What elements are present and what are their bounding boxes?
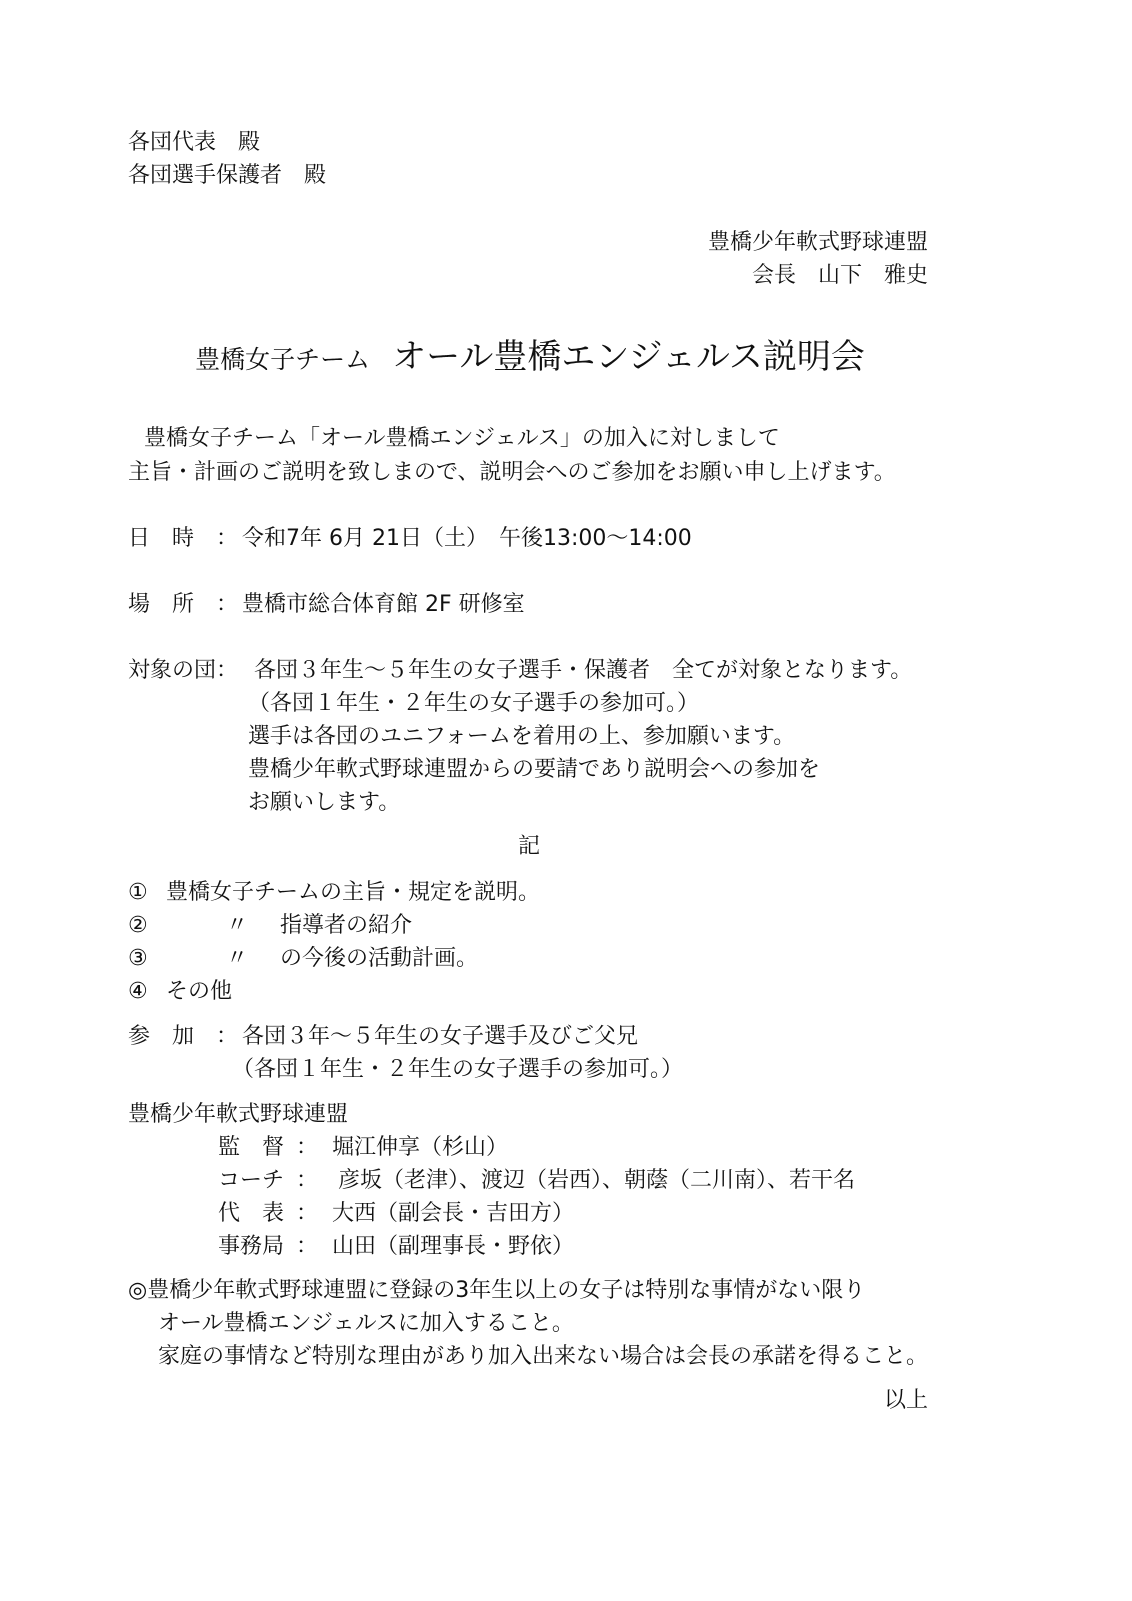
target-line-3: 選手は各団のユニフォームを着用の上、参加願います。 (248, 724, 796, 749)
staff-role-2: コーチ (218, 1168, 285, 1193)
staff-names-4: 山田（副理事長・野依） (332, 1234, 575, 1259)
item-2-text: 指導者の紹介 (280, 913, 413, 938)
staff-role-1: 監 督 (218, 1135, 285, 1160)
staff-sep-4: ： (296, 1234, 319, 1259)
notice-line-2: オール豊橋エンジェルスに加入すること。 (158, 1311, 574, 1336)
place-value: 豊橋市総合体育館 2F 研修室 (242, 592, 525, 617)
datetime-value: 令和7年 6月 21日（土） 午後13:00～14:00 (242, 526, 692, 551)
closing-text: 以上 (883, 1388, 928, 1413)
page-title (0, 337, 1096, 377)
sender-org: 豊橋少年軟式野球連盟 (707, 230, 928, 255)
intro-line-1: 豊橋女子チーム「オール豊橋エンジェルス」の加入に対しまして (144, 426, 780, 451)
staff-names-3: 大西（副会長・吉田方） (332, 1201, 575, 1226)
item-1-num: ① (128, 880, 148, 905)
staff-role-3: 代 表 (218, 1201, 285, 1226)
staff-role-4: 事務局 (218, 1234, 285, 1259)
title-main: オール豊橋エンジェルス説明会 (392, 337, 865, 377)
item-1-text: 豊橋女子チームの主旨・規定を説明。 (166, 880, 541, 905)
participation-label: 参 加 ： (128, 1024, 239, 1049)
target-line-2: （各団１年生・２年生の女子選手の参加可。） (248, 691, 700, 716)
item-4-num: ④ (128, 979, 148, 1004)
notice-line-1: ◎豊橋少年軟式野球連盟に登録の3年生以上の女子は特別な事情がない限り (128, 1278, 866, 1303)
sender-person: 会長 山下 雅史 (751, 263, 928, 288)
title-sub: 豊橋女子チーム (195, 345, 371, 374)
target-line-4: 豊橋少年軟式野球連盟からの要請であり説明会への参加を (248, 757, 821, 782)
participation-line-2: （各団１年生・２年生の女子選手の参加可。） (232, 1057, 684, 1082)
staff-sep-1: ： (296, 1135, 319, 1160)
target-line-5: お願いします。 (248, 790, 401, 815)
notice-line-3: 家庭の事情など特別な理由があり加入出来ない場合は会長の承諾を得ること。 (158, 1344, 929, 1369)
place-label: 場 所 ： (128, 592, 239, 617)
item-4-text: その他 (166, 979, 233, 1004)
participation-line-1: 各団３年～５年生の女子選手及びご父兄 (242, 1024, 639, 1049)
staff-names-2: 彦坂（老津）、渡辺（岩西）、朝蔭（二川南）、若干名 (338, 1168, 856, 1193)
addressee-2: 各団選手保護者 殿 (128, 163, 327, 188)
staff-names-1: 堀江伸享（杉山） (332, 1135, 509, 1160)
staff-sep-3: ： (296, 1201, 319, 1226)
item-2-ditto: 〃 (226, 913, 249, 938)
target-label: 対象の団： (128, 658, 239, 683)
staff-org: 豊橋少年軟式野球連盟 (128, 1102, 349, 1127)
ki-heading: 記 (518, 834, 541, 859)
datetime-label: 日 時 ： (128, 526, 239, 551)
item-3-text: の今後の活動計画。 (280, 946, 479, 971)
item-2-num: ② (128, 913, 148, 938)
target-line-1: 各団３年生～５年生の女子選手・保護者 全てが対象となります。 (254, 658, 913, 683)
addressee-1: 各団代表 殿 (128, 130, 261, 155)
staff-sep-2: ： (296, 1168, 319, 1193)
intro-line-2: 主旨・計画のご説明を致しまので、説明会へのご参加をお願い申し上げます。 (128, 460, 896, 485)
item-3-ditto: 〃 (226, 946, 249, 971)
item-3-num: ③ (128, 946, 148, 971)
